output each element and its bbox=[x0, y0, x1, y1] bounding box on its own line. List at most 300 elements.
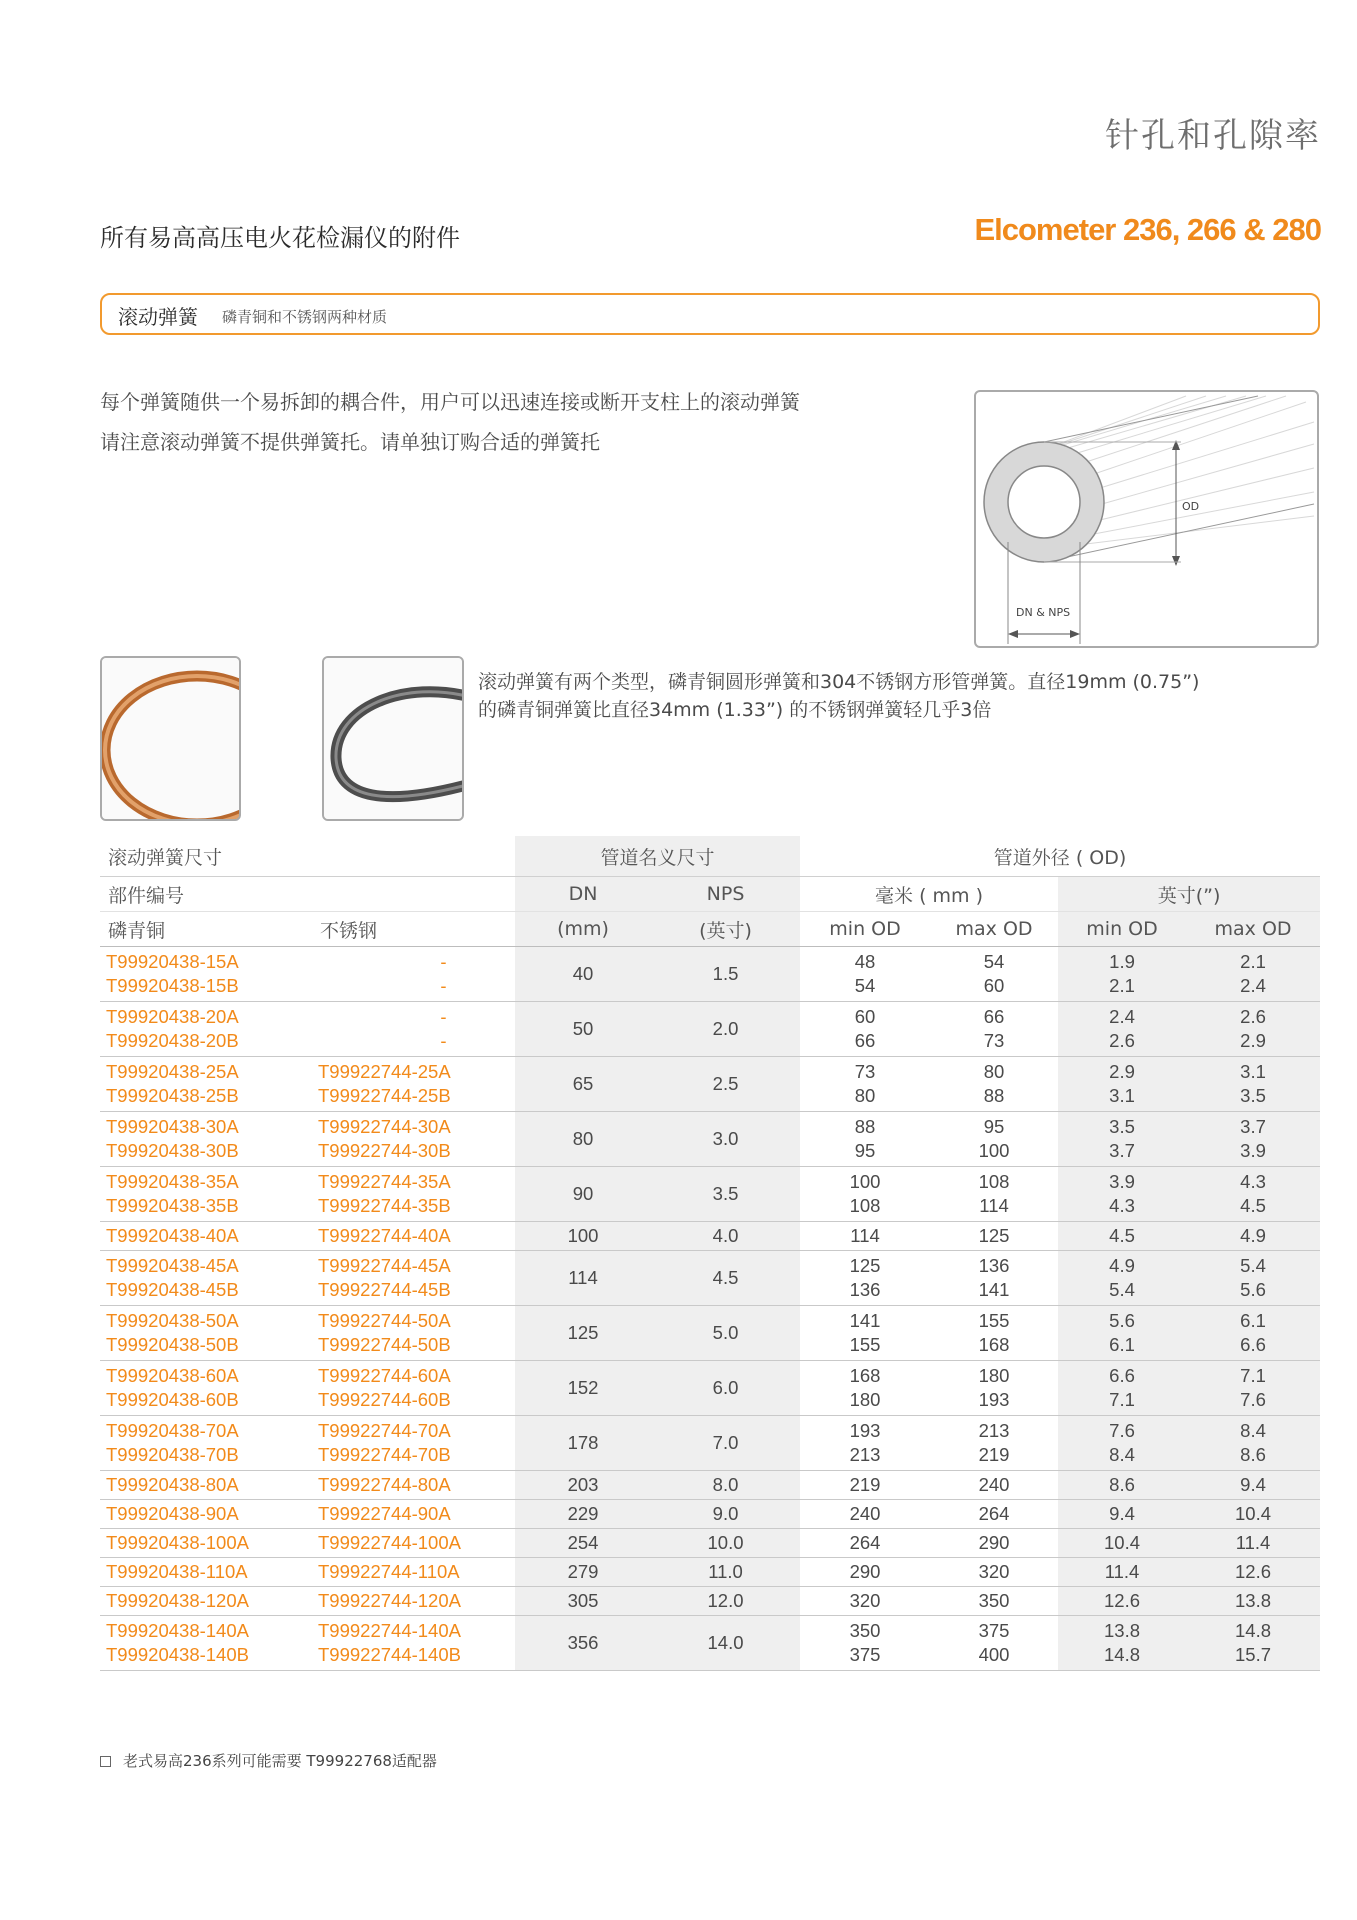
min-od-inch bbox=[1058, 1529, 1186, 1558]
max-od-inch bbox=[1186, 947, 1320, 1002]
min-od-mm-line: 264 bbox=[849, 1532, 881, 1553]
table-row bbox=[100, 1416, 1320, 1471]
steel-part-number bbox=[312, 1361, 515, 1416]
header-steel: 不锈钢 bbox=[312, 912, 515, 947]
min-od-mm bbox=[800, 1251, 930, 1306]
max-od-mm-line: 141 bbox=[978, 1279, 1010, 1300]
header-dn-unit: (mm) bbox=[515, 912, 651, 947]
steel-part-number-line: T99922744-45B bbox=[318, 1279, 451, 1300]
max-od-inch-line: 13.8 bbox=[1235, 1590, 1272, 1611]
dn-value: 356 bbox=[515, 1616, 651, 1671]
min-od-inch bbox=[1058, 1587, 1186, 1616]
pipe-diagram bbox=[974, 390, 1319, 648]
bronze-part-number-line: T99920438-35B bbox=[106, 1195, 239, 1216]
steel-part-number-line: T99922744-45A bbox=[318, 1255, 451, 1276]
min-od-mm-line: 108 bbox=[849, 1195, 881, 1216]
min-od-inch bbox=[1058, 1112, 1186, 1167]
max-od-mm bbox=[930, 1112, 1058, 1167]
steel-part-number-line: T99922744-30B bbox=[318, 1140, 451, 1161]
max-od-mm-line: 180 bbox=[978, 1365, 1010, 1386]
nps-value: 8.0 bbox=[651, 1471, 800, 1500]
bronze-part-number-line: T99920438-110A bbox=[106, 1561, 248, 1582]
bronze-part-number-line: T99920438-45B bbox=[106, 1279, 239, 1300]
nps-value: 4.5 bbox=[651, 1251, 800, 1306]
bronze-part-number-line: T99920438-70B bbox=[106, 1444, 239, 1465]
bronze-part-number-line: T99920438-90A bbox=[106, 1503, 239, 1524]
steel-spring-photo bbox=[322, 656, 464, 821]
nps-value: 3.0 bbox=[651, 1112, 800, 1167]
max-od-mm-line: 60 bbox=[983, 975, 1005, 996]
min-od-mm-line: 350 bbox=[849, 1620, 881, 1641]
max-od-inch-line: 2.1 bbox=[1240, 951, 1266, 972]
max-od-mm-line: 114 bbox=[979, 1195, 1009, 1216]
max-od-mm bbox=[930, 1002, 1058, 1057]
min-od-inch-line: 3.1 bbox=[1109, 1085, 1135, 1106]
pipe-inner bbox=[1008, 466, 1080, 538]
nps-value: 9.0 bbox=[651, 1500, 800, 1529]
spring-description bbox=[478, 668, 1323, 724]
bronze-part-number-line: T99920438-120A bbox=[106, 1590, 249, 1611]
max-od-inch-line: 8.4 bbox=[1240, 1420, 1266, 1441]
max-od-mm bbox=[930, 1361, 1058, 1416]
min-od-mm bbox=[800, 1587, 930, 1616]
product-material: 磷青铜和不锈钢两种材质 bbox=[222, 308, 388, 326]
max-od-inch bbox=[1186, 1558, 1320, 1587]
min-od-mm-line: 54 bbox=[854, 975, 876, 996]
steel-part-number-line: T99922744-100A bbox=[318, 1532, 461, 1553]
min-od-mm-line: 136 bbox=[849, 1279, 881, 1300]
square-bullet-icon bbox=[100, 1756, 111, 1767]
steel-part-number-line: T99922744-70A bbox=[318, 1420, 451, 1441]
steel-part-number-line: T99922744-140A bbox=[318, 1620, 461, 1641]
steel-part-number-line: - bbox=[440, 1030, 447, 1051]
bronze-part-number-line: T99920438-20B bbox=[106, 1030, 239, 1051]
table-row bbox=[100, 1057, 1320, 1112]
dn-value: 279 bbox=[515, 1558, 651, 1587]
max-od-mm-line: 193 bbox=[978, 1389, 1010, 1410]
min-od-mm-line: 193 bbox=[849, 1420, 881, 1441]
table-row bbox=[100, 1112, 1320, 1167]
steel-part-number bbox=[312, 1251, 515, 1306]
min-od-mm-line: 141 bbox=[849, 1310, 881, 1331]
header-mm: 毫米 ( mm ) bbox=[800, 877, 1058, 912]
steel-part-number-line: T99922744-35B bbox=[318, 1195, 451, 1216]
dn-value: 305 bbox=[515, 1587, 651, 1616]
min-od-inch bbox=[1058, 1416, 1186, 1471]
od-label: OD bbox=[1182, 500, 1200, 513]
min-od-inch bbox=[1058, 1167, 1186, 1222]
min-od-inch-line: 7.1 bbox=[1109, 1389, 1135, 1410]
min-od-mm-line: 73 bbox=[854, 1061, 876, 1082]
nps-value: 11.0 bbox=[651, 1558, 800, 1587]
min-od-mm-line: 219 bbox=[849, 1474, 881, 1495]
steel-part-number bbox=[312, 1112, 515, 1167]
max-od-inch-line: 3.5 bbox=[1240, 1085, 1266, 1106]
min-od-mm-line: 320 bbox=[849, 1590, 881, 1611]
min-od-mm bbox=[800, 1558, 930, 1587]
bronze-part-number bbox=[100, 1002, 312, 1057]
min-od-inch bbox=[1058, 1558, 1186, 1587]
min-od-inch-line: 5.6 bbox=[1109, 1310, 1135, 1331]
min-od-inch-line: 3.7 bbox=[1109, 1140, 1135, 1161]
min-od-inch-line: 14.8 bbox=[1104, 1644, 1141, 1665]
max-od-inch-line: 12.6 bbox=[1235, 1561, 1272, 1582]
min-od-inch-line: 10.4 bbox=[1104, 1532, 1141, 1553]
dn-value: 90 bbox=[515, 1167, 651, 1222]
header-min-od-mm: min OD bbox=[800, 912, 930, 947]
min-od-inch bbox=[1058, 1500, 1186, 1529]
min-od-inch bbox=[1058, 1306, 1186, 1361]
max-od-mm bbox=[930, 1500, 1058, 1529]
table-body bbox=[100, 947, 1320, 1671]
min-od-mm-line: 114 bbox=[850, 1225, 880, 1246]
page-subtitle: 所有易高高压电火花检漏仪的附件 bbox=[100, 224, 460, 252]
bronze-part-number-line: T99920438-45A bbox=[106, 1255, 239, 1276]
max-od-inch bbox=[1186, 1057, 1320, 1112]
table-row bbox=[100, 1306, 1320, 1361]
table-row bbox=[100, 1167, 1320, 1222]
min-od-inch-line: 13.8 bbox=[1104, 1620, 1141, 1641]
header-min-od-inch: min OD bbox=[1058, 912, 1186, 947]
max-od-inch-line: 6.1 bbox=[1240, 1310, 1266, 1331]
max-od-mm bbox=[930, 1529, 1058, 1558]
max-od-mm bbox=[930, 1616, 1058, 1671]
steel-part-number-line: T99922744-50A bbox=[318, 1310, 451, 1331]
max-od-inch-line: 2.6 bbox=[1240, 1006, 1266, 1027]
min-od-inch-line: 6.6 bbox=[1109, 1365, 1135, 1386]
max-od-inch-line: 2.4 bbox=[1240, 975, 1266, 996]
bronze-part-number bbox=[100, 1057, 312, 1112]
max-od-inch-line: 7.1 bbox=[1240, 1365, 1266, 1386]
bronze-part-number-line: T99920438-100A bbox=[106, 1532, 249, 1553]
nps-value: 10.0 bbox=[651, 1529, 800, 1558]
max-od-inch bbox=[1186, 1112, 1320, 1167]
min-od-mm bbox=[800, 1306, 930, 1361]
dn-value: 100 bbox=[515, 1222, 651, 1251]
bronze-part-number-line: T99920438-50A bbox=[106, 1310, 239, 1331]
dn-value: 152 bbox=[515, 1361, 651, 1416]
steel-part-number-line: T99922744-140B bbox=[318, 1644, 461, 1665]
max-od-mm bbox=[930, 1306, 1058, 1361]
min-od-mm bbox=[800, 1416, 930, 1471]
bronze-part-number-line: T99920438-140B bbox=[106, 1644, 249, 1665]
min-od-mm-line: 213 bbox=[849, 1444, 881, 1465]
steel-part-number-line: - bbox=[440, 1006, 447, 1027]
max-od-mm-line: 73 bbox=[983, 1030, 1005, 1051]
intro-line-2: 请注意滚动弹簧不提供弹簧托。请单独订购合适的弹簧托 bbox=[100, 430, 600, 454]
bronze-part-number bbox=[100, 1616, 312, 1671]
max-od-inch bbox=[1186, 1500, 1320, 1529]
max-od-mm bbox=[930, 1587, 1058, 1616]
max-od-mm bbox=[930, 1416, 1058, 1471]
max-od-mm-line: 400 bbox=[978, 1644, 1010, 1665]
steel-part-number-line: T99922744-120A bbox=[318, 1590, 461, 1611]
max-od-inch-line: 3.1 bbox=[1240, 1061, 1266, 1082]
max-od-mm-line: 213 bbox=[978, 1420, 1010, 1441]
min-od-mm-line: 240 bbox=[849, 1503, 881, 1524]
table-row bbox=[100, 1616, 1320, 1671]
max-od-mm-line: 290 bbox=[978, 1532, 1010, 1553]
bronze-part-number-line: T99920438-35A bbox=[106, 1171, 239, 1192]
max-od-inch-line: 11.4 bbox=[1235, 1532, 1271, 1553]
max-od-inch bbox=[1186, 1251, 1320, 1306]
min-od-mm bbox=[800, 1222, 930, 1251]
max-od-inch bbox=[1186, 1222, 1320, 1251]
max-od-inch-line: 4.9 bbox=[1240, 1225, 1266, 1246]
max-od-mm-line: 240 bbox=[978, 1474, 1010, 1495]
header-dn: DN bbox=[515, 877, 651, 912]
min-od-mm bbox=[800, 1002, 930, 1057]
nps-value: 12.0 bbox=[651, 1587, 800, 1616]
steel-part-number bbox=[312, 1500, 515, 1529]
max-od-mm bbox=[930, 1558, 1058, 1587]
max-od-mm bbox=[930, 947, 1058, 1002]
min-od-inch-line: 2.1 bbox=[1109, 975, 1135, 996]
steel-part-number bbox=[312, 1587, 515, 1616]
spring-desc-line-1: 滚动弹簧有两个类型，磷青铜圆形弹簧和304不锈钢方形管弹簧。直径19mm (0.75”) bbox=[478, 671, 1200, 693]
header-nps: NPS bbox=[651, 877, 800, 912]
min-od-inch-line: 12.6 bbox=[1104, 1590, 1141, 1611]
min-od-inch-line: 1.9 bbox=[1109, 951, 1135, 972]
nps-value: 4.0 bbox=[651, 1222, 800, 1251]
min-od-inch-line: 4.3 bbox=[1109, 1195, 1135, 1216]
steel-part-number-line: T99922744-70B bbox=[318, 1444, 451, 1465]
max-od-inch-line: 8.6 bbox=[1240, 1444, 1266, 1465]
max-od-mm-line: 54 bbox=[983, 951, 1005, 972]
max-od-mm-line: 108 bbox=[978, 1171, 1010, 1192]
nps-value: 6.0 bbox=[651, 1361, 800, 1416]
min-od-inch-line: 5.4 bbox=[1109, 1279, 1135, 1300]
steel-part-number-line: T99922744-30A bbox=[318, 1116, 451, 1137]
bronze-part-number-line: T99920438-15A bbox=[106, 951, 239, 972]
bronze-part-number-line: T99920438-60B bbox=[106, 1389, 239, 1410]
steel-part-number-line: T99922744-50B bbox=[318, 1334, 451, 1355]
dn-value: 40 bbox=[515, 947, 651, 1002]
spring-desc-line-2: 的磷青铜弹簧比直径34mm (1.33”) 的不锈钢弹簧轻几乎3倍 bbox=[478, 699, 992, 721]
max-od-mm bbox=[930, 1222, 1058, 1251]
min-od-inch-line: 6.1 bbox=[1109, 1334, 1135, 1355]
bronze-part-number-line: T99920438-60A bbox=[106, 1365, 239, 1386]
min-od-mm bbox=[800, 1616, 930, 1671]
max-od-inch-line: 5.6 bbox=[1240, 1279, 1266, 1300]
steel-part-number-line: T99922744-40A bbox=[318, 1225, 451, 1246]
dn-value: 50 bbox=[515, 1002, 651, 1057]
min-od-inch bbox=[1058, 1251, 1186, 1306]
bronze-part-number-line: T99920438-50B bbox=[106, 1334, 239, 1355]
min-od-mm-line: 80 bbox=[854, 1085, 876, 1106]
dn-value: 178 bbox=[515, 1416, 651, 1471]
bronze-part-number-line: T99920438-30B bbox=[106, 1140, 239, 1161]
max-od-mm-line: 136 bbox=[978, 1255, 1010, 1276]
max-od-inch bbox=[1186, 1167, 1320, 1222]
max-od-inch-line: 15.7 bbox=[1235, 1644, 1272, 1665]
steel-part-number bbox=[312, 947, 515, 1002]
steel-part-number-line: - bbox=[440, 975, 447, 996]
header-nps-unit: (英寸) bbox=[651, 912, 800, 947]
steel-part-number bbox=[312, 1616, 515, 1671]
max-od-mm-line: 320 bbox=[978, 1561, 1010, 1582]
header-max-od-inch: max OD bbox=[1186, 912, 1320, 947]
min-od-inch-line: 7.6 bbox=[1109, 1420, 1135, 1441]
max-od-inch-line: 3.7 bbox=[1240, 1116, 1266, 1137]
table-row bbox=[100, 1558, 1320, 1587]
min-od-mm-line: 88 bbox=[854, 1116, 876, 1137]
max-od-mm-line: 125 bbox=[978, 1225, 1010, 1246]
table-caption: 滚动弹簧尺寸 bbox=[100, 836, 515, 877]
bronze-part-number-line: T99920438-15B bbox=[106, 975, 239, 996]
max-od-inch-line: 7.6 bbox=[1240, 1389, 1266, 1410]
min-od-mm-line: 125 bbox=[849, 1255, 881, 1276]
table-row bbox=[100, 1500, 1320, 1529]
bronze-part-number bbox=[100, 1529, 312, 1558]
table-row bbox=[100, 947, 1320, 1002]
bronze-part-number bbox=[100, 1416, 312, 1471]
bronze-part-number bbox=[100, 1471, 312, 1500]
min-od-mm-line: 95 bbox=[854, 1140, 876, 1161]
steel-part-number bbox=[312, 1416, 515, 1471]
dn-value: 125 bbox=[515, 1306, 651, 1361]
min-od-inch-line: 3.9 bbox=[1109, 1171, 1135, 1192]
bronze-part-number-line: T99920438-80A bbox=[106, 1474, 239, 1495]
max-od-mm-line: 264 bbox=[978, 1503, 1010, 1524]
max-od-mm-line: 66 bbox=[983, 1006, 1005, 1027]
steel-part-number bbox=[312, 1222, 515, 1251]
max-od-inch-line: 5.4 bbox=[1240, 1255, 1266, 1276]
max-od-mm-line: 219 bbox=[978, 1444, 1010, 1465]
section-title: 针孔和孔隙率 bbox=[1105, 116, 1321, 156]
max-od-mm-line: 155 bbox=[978, 1310, 1010, 1331]
min-od-inch-line: 9.4 bbox=[1109, 1503, 1135, 1524]
max-od-mm bbox=[930, 1251, 1058, 1306]
max-od-inch bbox=[1186, 1616, 1320, 1671]
min-od-inch-line: 2.4 bbox=[1109, 1006, 1135, 1027]
max-od-inch-line: 14.8 bbox=[1235, 1620, 1272, 1641]
min-od-inch bbox=[1058, 1057, 1186, 1112]
max-od-inch bbox=[1186, 1529, 1320, 1558]
steel-part-number bbox=[312, 1002, 515, 1057]
max-od-mm bbox=[930, 1057, 1058, 1112]
header-inch: 英寸(”) bbox=[1058, 877, 1320, 912]
steel-part-number-line: - bbox=[440, 951, 447, 972]
min-od-mm-line: 155 bbox=[849, 1334, 881, 1355]
max-od-inch bbox=[1186, 1361, 1320, 1416]
min-od-mm bbox=[800, 947, 930, 1002]
dn-value: 80 bbox=[515, 1112, 651, 1167]
nps-value: 2.0 bbox=[651, 1002, 800, 1057]
dn-value: 114 bbox=[515, 1251, 651, 1306]
min-od-mm-line: 60 bbox=[854, 1006, 876, 1027]
max-od-mm bbox=[930, 1471, 1058, 1500]
steel-part-number-line: T99922744-60B bbox=[318, 1389, 451, 1410]
min-od-mm-line: 66 bbox=[854, 1030, 876, 1051]
min-od-mm-line: 100 bbox=[849, 1171, 881, 1192]
table-row bbox=[100, 1361, 1320, 1416]
steel-part-number-line: T99922744-35A bbox=[318, 1171, 451, 1192]
min-od-inch-line: 4.9 bbox=[1109, 1255, 1135, 1276]
max-od-mm bbox=[930, 1167, 1058, 1222]
min-od-mm-line: 375 bbox=[849, 1644, 881, 1665]
min-od-inch bbox=[1058, 947, 1186, 1002]
max-od-inch-line: 2.9 bbox=[1240, 1030, 1266, 1051]
dn-value: 65 bbox=[515, 1057, 651, 1112]
model-title: Elcometer 236, 266 & 280 bbox=[974, 212, 1321, 247]
bronze-spring-photo bbox=[100, 656, 241, 821]
min-od-mm bbox=[800, 1167, 930, 1222]
nps-value: 5.0 bbox=[651, 1306, 800, 1361]
bronze-part-number bbox=[100, 1500, 312, 1529]
max-od-inch bbox=[1186, 1587, 1320, 1616]
min-od-inch-line: 3.5 bbox=[1109, 1116, 1135, 1137]
min-od-inch-line: 2.9 bbox=[1109, 1061, 1135, 1082]
max-od-mm-line: 350 bbox=[978, 1590, 1010, 1611]
min-od-mm-line: 168 bbox=[849, 1365, 881, 1386]
product-name: 滚动弹簧 bbox=[118, 305, 198, 329]
bronze-part-number-line: T99920438-70A bbox=[106, 1420, 239, 1441]
min-od-inch bbox=[1058, 1222, 1186, 1251]
intro-line-1: 每个弹簧随供一个易拆卸的耦合件，用户可以迅速连接或断开支柱上的滚动弹簧 bbox=[100, 390, 800, 414]
table-row bbox=[100, 1529, 1320, 1558]
nps-value: 1.5 bbox=[651, 947, 800, 1002]
nps-value: 7.0 bbox=[651, 1416, 800, 1471]
spring-size-table bbox=[100, 836, 1320, 1671]
bronze-part-number bbox=[100, 1167, 312, 1222]
steel-part-number bbox=[312, 1529, 515, 1558]
min-od-inch-line: 8.6 bbox=[1109, 1474, 1135, 1495]
steel-part-number bbox=[312, 1471, 515, 1500]
nps-value: 3.5 bbox=[651, 1167, 800, 1222]
bronze-part-number bbox=[100, 1306, 312, 1361]
max-od-inch-line: 4.3 bbox=[1240, 1171, 1266, 1192]
nps-value: 2.5 bbox=[651, 1057, 800, 1112]
header-nominal-size: 管道名义尺寸 bbox=[515, 836, 800, 877]
max-od-inch bbox=[1186, 1471, 1320, 1500]
max-od-inch-line: 10.4 bbox=[1235, 1503, 1272, 1524]
min-od-inch-line: 4.5 bbox=[1109, 1225, 1135, 1246]
min-od-mm bbox=[800, 1471, 930, 1500]
header-bronze: 磷青铜 bbox=[100, 912, 312, 947]
min-od-inch-line: 11.4 bbox=[1104, 1561, 1140, 1582]
dn-value: 254 bbox=[515, 1529, 651, 1558]
max-od-inch bbox=[1186, 1002, 1320, 1057]
min-od-inch-line: 2.6 bbox=[1109, 1030, 1135, 1051]
bronze-part-number bbox=[100, 947, 312, 1002]
table-row bbox=[100, 1471, 1320, 1500]
footnote bbox=[100, 1750, 437, 1771]
pipe-diagram-svg bbox=[976, 392, 1317, 646]
steel-part-number bbox=[312, 1057, 515, 1112]
min-od-mm-line: 290 bbox=[849, 1561, 881, 1582]
bronze-part-number bbox=[100, 1587, 312, 1616]
min-od-mm-line: 48 bbox=[854, 951, 876, 972]
min-od-mm bbox=[800, 1529, 930, 1558]
bronze-part-number bbox=[100, 1251, 312, 1306]
max-od-mm-line: 88 bbox=[983, 1085, 1005, 1106]
min-od-inch bbox=[1058, 1002, 1186, 1057]
header-part-number: 部件编号 bbox=[100, 877, 515, 912]
bronze-part-number-line: T99920438-25B bbox=[106, 1085, 239, 1106]
min-od-mm bbox=[800, 1057, 930, 1112]
header-max-od-mm: max OD bbox=[930, 912, 1058, 947]
steel-part-number-line: T99922744-80A bbox=[318, 1474, 451, 1495]
steel-part-number-line: T99922744-110A bbox=[318, 1561, 460, 1582]
steel-part-number bbox=[312, 1306, 515, 1361]
bronze-part-number-line: T99920438-140A bbox=[106, 1620, 249, 1641]
min-od-mm-line: 180 bbox=[849, 1389, 881, 1410]
dn-value: 203 bbox=[515, 1471, 651, 1500]
max-od-inch bbox=[1186, 1416, 1320, 1471]
steel-part-number-line: T99922744-25B bbox=[318, 1085, 451, 1106]
min-od-inch-line: 8.4 bbox=[1109, 1444, 1135, 1465]
